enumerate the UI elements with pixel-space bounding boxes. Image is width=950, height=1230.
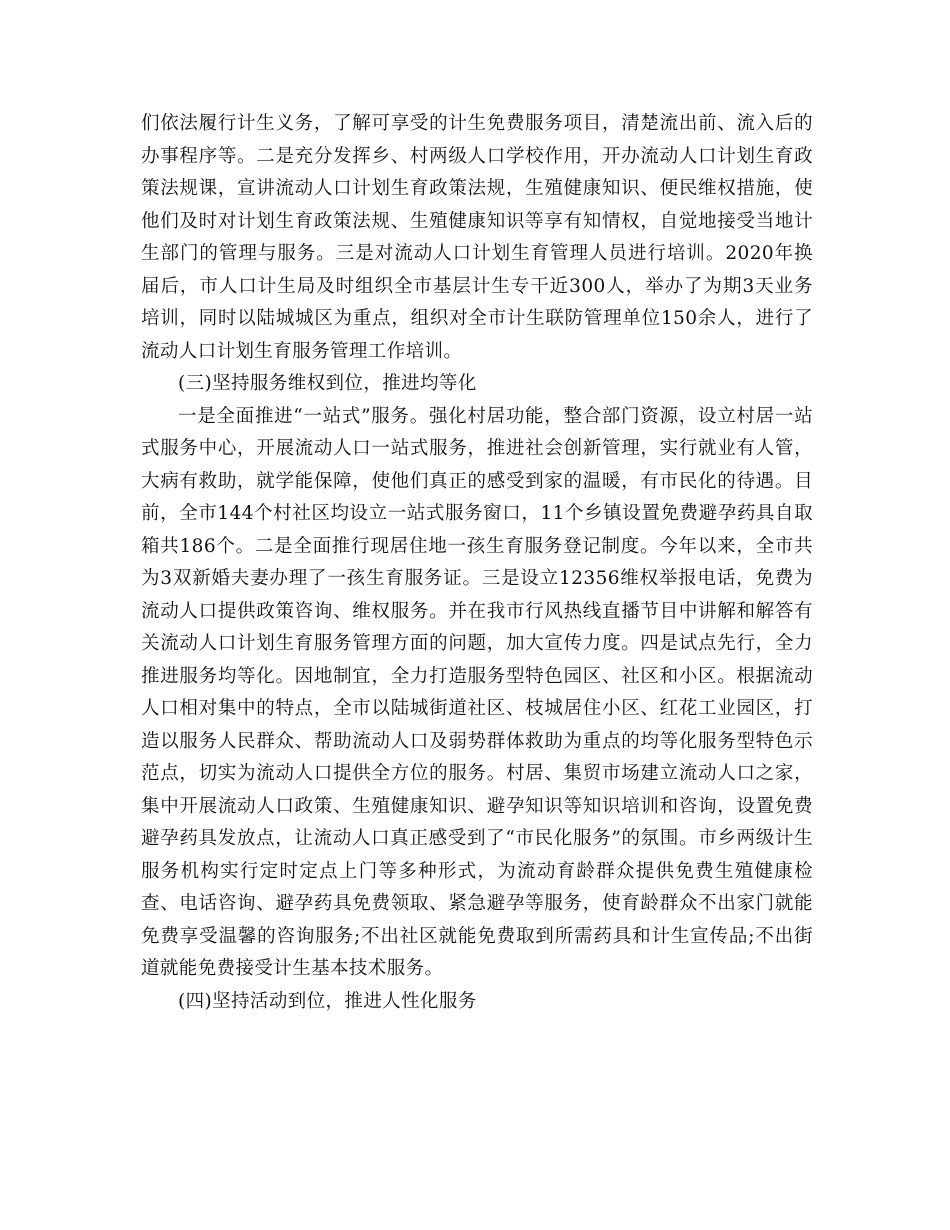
document-page: [141, 108, 813, 1018]
paragraph-continued: 们依法履行计生义务，了解可享受的计生免费服务项目，清楚流出前、流入后的办事程序等。二是充分发挥乡、村两级人口学校作用，开办流动人口计划生育政策法规课，宣讲流动人口计划生育政策法规，生殖健康知识、便民维权措施，使他们及时对计划生育政策法规、生殖健康知识等享有知情权，自觉地接受当地计生部门的管理与服务。三是对流动人口计划生育管理人员进行培训。2020年换届后，市人口计生局及时组织全市基层计生专干近300人，举办了为期3天业务培训，同时以陆城城区为重点，组织对全市计生联防管理单位150余人，进行了流动人口计划生育服务管理工作培训。: [141, 113, 813, 362]
section-heading-4: (四)坚持活动到位，推进人性化服务: [178, 990, 477, 1012]
paragraph-service-rights: 一是全面推进“一站式”服务。强化村居功能，整合部门资源，设立村居一站式服务中心，开展流动人口一站式服务，推进社会创新管理，实行就业有人管，大病有救助，就学能保障，使他们真正的感受到家的温暖，有市民化的待遇。目前，全市144个村社区均设立一站式服务窗口，11个乡镇设置免费避孕药具自取箱共186个。二是全面推行现居住地一孩生育服务登记制度。今年以来，全市共为3双新婚夫妻办理了一孩生育服务证。三是设立12356维权举报电话，免费为流动人口提供政策咨询、维权服务。并在我市行风热线直播节目中讲解和解答有关流动人口计划生育服务管理方面的问题，加大宣传力度。四是试点先行，全力推进服务均等化。因地制宜，全力打造服务型特色园区、社区和小区。根据流动人口相对集中的特点，全市以陆城街道社区、枝城居住小区、红花工业园区，打造以服务人民群众、帮助流动人口及弱势群体救助为重点的均等化服务型特色示范点，切实为流动人口提供全方位的服务。村居、集贸市场建立流动人口之家，集中开展流动人口政策、生殖健康知识、避孕知识等知识培训和咨询，设置免费避孕药具发放点，让流动人口真正感受到了“市民化服务”的氛围。市乡两级计生服务机构实行定时定点上门等多种形式，为流动育龄群众提供免费生殖健康检查、电话咨询、避孕药具免费领取、紧急避孕等服务，使育龄群众不出家门就能免费享受温馨的咨询服务;不出社区就能免费取到所需药具和计生宣传品;不出街道就能免费接受计生基本技术服务。: [141, 405, 813, 979]
section-heading-3: (三)坚持服务维权到位，推进均等化: [178, 373, 477, 394]
